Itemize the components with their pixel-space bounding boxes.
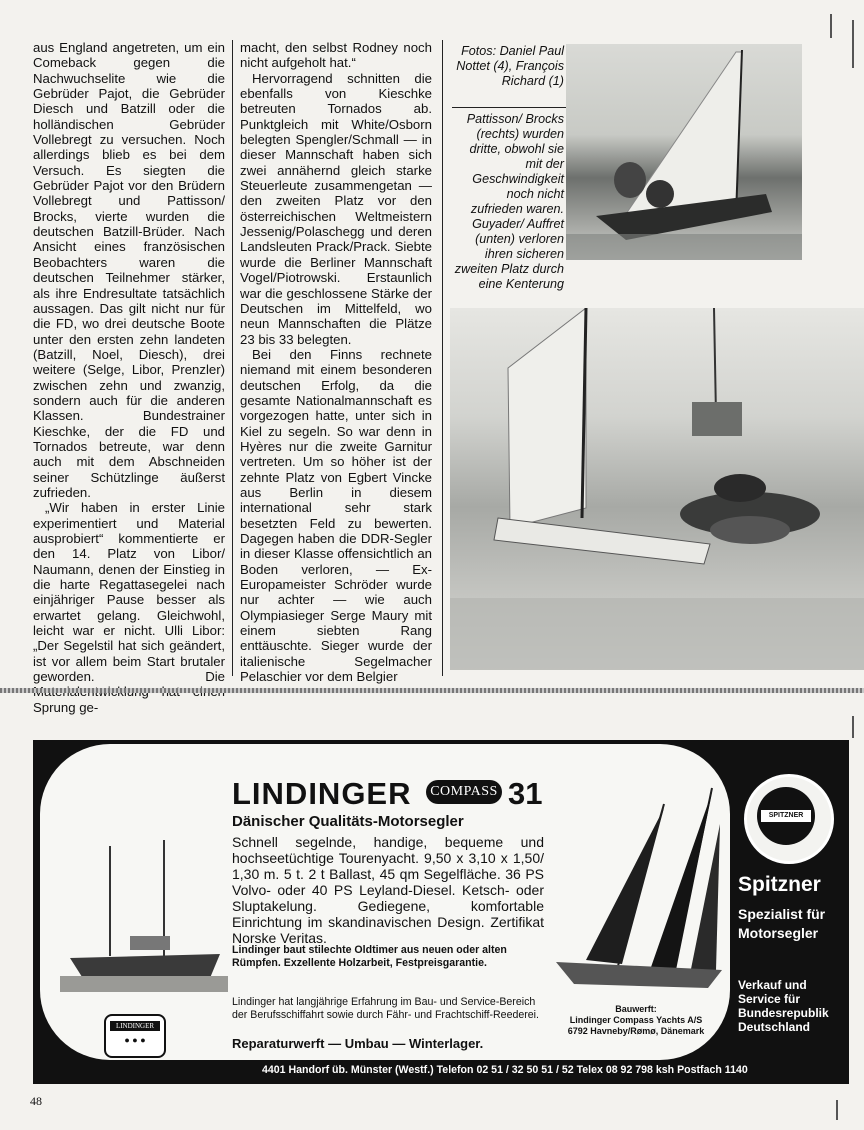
sailing-ship-photo [60, 836, 228, 992]
sailing-photo-top [566, 44, 802, 260]
edge-mark [852, 716, 854, 738]
page-number: 48 [30, 1094, 42, 1108]
column-divider [442, 40, 443, 676]
column-divider [232, 40, 233, 676]
article-paragraph: „Wir haben in erster Linie experimentiert und Material ausprobiert“ kommentierte er den 14. Platz von Libor/ Naumann, denen der Einstieg in die harte Regattasegelei nach einjähriger Pause besser als erwartet gelang. Gleichwohl, leicht war er nicht. Ulli Libor: „Der Segelstil hat sich geändert, ist vor allem beim Start brutaler geworden. Die Sprung ge- [33, 500, 225, 715]
compass-badge: COMPASS [426, 780, 502, 804]
ship-illustration [60, 836, 228, 992]
ad-model-number: 31 [508, 776, 543, 811]
credit-divider [452, 107, 566, 108]
lindinger-logo-dots: ● ● ● [124, 1035, 146, 1045]
photo-credit: Fotos: Daniel Paul Nottet (4), François Richard (1) [456, 44, 564, 88]
article-column-1 [33, 40, 225, 715]
spitzner-name: Spitzner [738, 873, 821, 896]
article-paragraph: aus England angetreten, um ein Comeback gegen die Nachwuchselite wie die Gebrüder Pajot, die Gebrüder Diesch und Batzill oder die holländischen Gebrüder Vollebregt zu versuchen. Noch allerdings blieb es bei dem Versuch. Es siegten die Gebrüder Pajot vor den Brüdern Vollebregt und Pattisson/ Brocks, vierte wurden die deutschen Batzill-Brüder. Nach Ansicht eines französischen Beobachters waren die deutschen Teilnehmer stärker, als ihre Endresultate tatsächlich aussagen. Das gilt nicht nur für die FD, wo drei deutsche Boote unter den ersten zehn landeten (Batzill, Noel, Diesch), drei weitere (Selge, Libor, Prenzler) zwischen zehn und zwanzig, sondern auch für die anderen Klassen. Bundestrainer Kieschke, der die FD und Tornados betreute, war denn auch mit dem Abschneiden seiner Schützlinge äußerst zufrieden. [33, 40, 225, 500]
article-paragraph: macht, den selbst Rodney noch nicht aufgeholt hat.“ [240, 40, 432, 71]
builder-info [552, 1004, 720, 1037]
ad-repair-line: Reparaturwerft — Umbau — Winterlager. [232, 1036, 484, 1051]
spitzner-service: Verkauf und Service für Bundesrepublik Deutschland [738, 978, 829, 1034]
yacht-photo [552, 784, 732, 1004]
edge-mark [836, 1100, 838, 1120]
builder-label: Bauwerft: [615, 1004, 657, 1014]
page-separator [0, 688, 864, 693]
yacht-illustration [552, 784, 732, 1004]
builder-address: 6792 Havneby/Rømø, Dänemark [567, 1026, 705, 1036]
ad-experience-text: Lindinger hat langjährige Erfahrung im Bau- und Service-Bereich der Berufsschiffahrt sowie durch Fähr- und Frachtschiff-Reederei. [232, 996, 539, 1021]
sailboat-illustration [566, 44, 802, 260]
builder-name: Lindinger Compass Yachts A/S [569, 1015, 703, 1025]
ad-oldtimer-text: Lindinger baut stilechte Oldtimer aus neuen oder alten Rümpfen. Exzellente Holzarbeit, Festpreisgarantie. [232, 944, 507, 969]
lindinger-logo [104, 1014, 166, 1058]
sailing-photo-bottom [450, 308, 864, 670]
edge-mark [830, 14, 832, 38]
ad-body-text: Schnell segelnde, handige, bequeme und hochseetüchtige Tourenyacht. 9,50 x 3,10 x 1,50/ 1,30 m. 5 t. 2 t Ballast, 45 qm Segelfläche. 36 PS Volvo- oder 40 PS Leyland-Diesel. Ketsch- oder Sluptakelung. Gediegene, komfortable Einrichtung im skandinavischen Design. Zertifikat Norske Veritas. [232, 834, 544, 946]
ad-footer-contact: 4401 Handorf üb. Münster (Westf.) Telefon 02 51 / 32 50 51 / 52 Telex 08 92 798 ksh Postfach 1140 [262, 1064, 748, 1076]
article-paragraph: Hervorragend schnitten die ebenfalls von Kieschke betreuten Tornados ab. Punktgleich mit White/Osborn belegten Spengler/Schmall — in dieser Mannschaft haben sich zwei annähernd gleich starke Steuerleute zusammengetan — den zweiten Platz vor den österreichischen Weltmeistern Jessenig/Polaschegg und deren Landsleuten Prack/Prack. Siebte wurde die Berliner Mannschaft Vogel/Piotrowski. Erstaunlich war die geschlossene Stärke der Deutschen im Mittelfeld, wo neun Mannschaften die Plätze 23 bis 33 belegten. [240, 70, 432, 347]
article-column-2 [240, 40, 432, 684]
spitzner-logo-text: SPITZNER [761, 810, 811, 822]
edge-mark [852, 20, 854, 68]
lindinger-logo-text: LINDINGER [110, 1021, 160, 1031]
ad-title: LINDINGER [232, 776, 412, 811]
capsize-illustration [450, 308, 864, 670]
photo-caption: Pattisson/ Brocks (rechts) wurden dritte, obwohl sie mit der Geschwindigkeit noch nicht zufrieden waren. Guyader/ Auffret (unten) verloren ihren sicheren zweiten Platz durch eine Kenterung [454, 112, 564, 291]
article-paragraph: Bei den Finns rechnete niemand mit einem besonderen deutschen Erfolg, da die gesamte Nationalmannschaft es vorgezogen hatte, unter sich in Kiel zu segeln. So war denn in Hyères nur die zweite Garnitur vertreten. Um so höher ist der zehnte Platz von Egbert Vincke aus Berlin in diesem international sehr stark besetzten Feld zu bewerten. Dagegen haben die DDR-Segler in dieser Klasse offensichtlich an Boden verloren, — Ex-Europameister Schröder wurde nur achter — wie auch Olympiasieger Serge Maury mit einem siebten Rang enttäuschte. Sieger wurde der italienische Segelmacher Pelaschier vor dem Belgier [240, 346, 432, 685]
ad-subtitle: Dänischer Qualitäts-Motorsegler [232, 813, 464, 830]
spitzner-description: Spezialist für Motorsegler [738, 906, 826, 941]
